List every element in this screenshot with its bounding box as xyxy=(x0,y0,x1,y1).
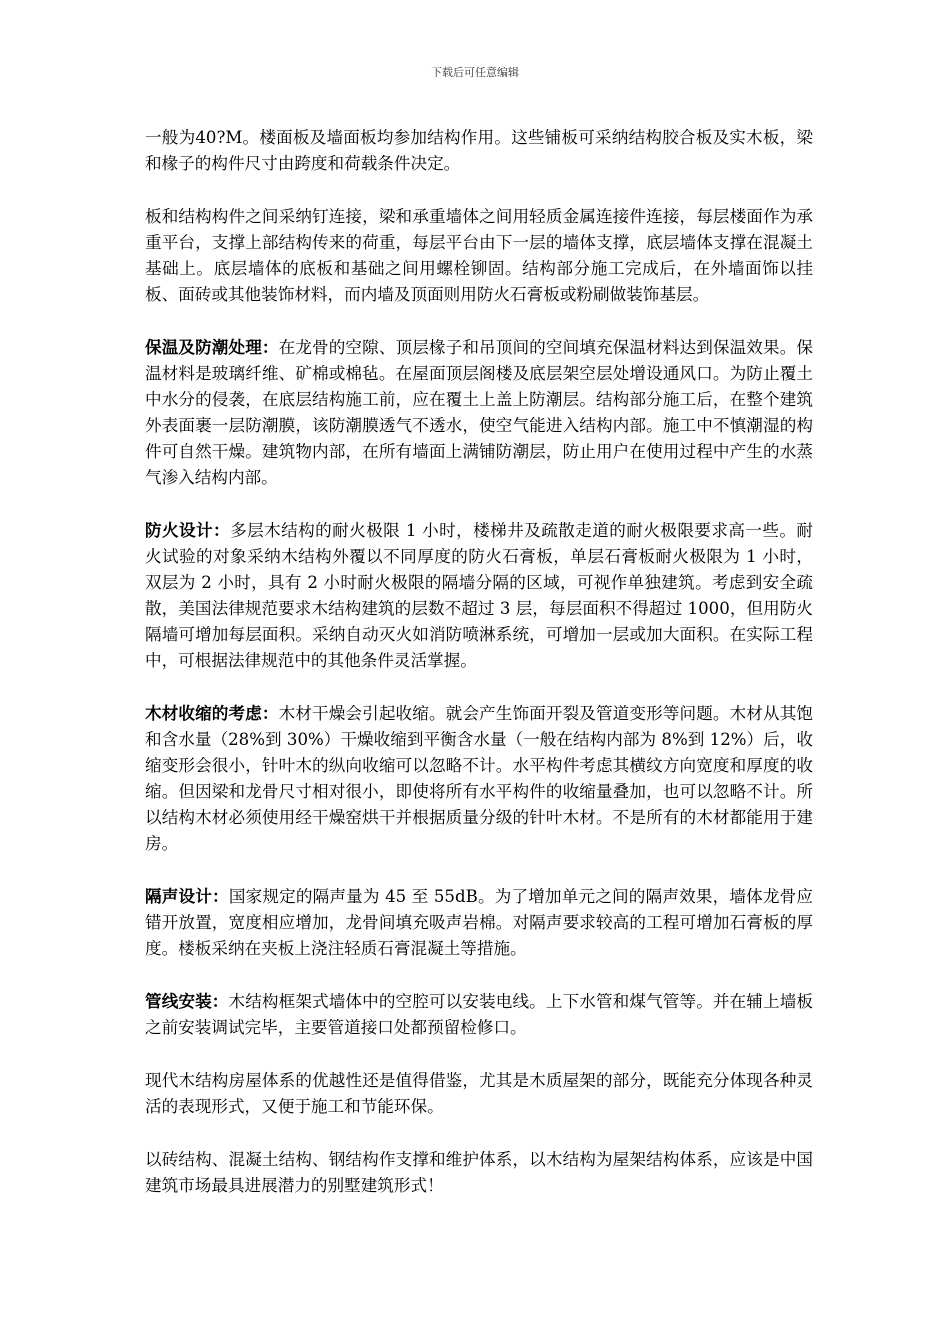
paragraph-text: 木材干燥会引起收缩。就会产生饰面开裂及管道变形等问题。木材从其饱和含水量（28%到 30%）干燥收缩到平衡含水量（一般在结构内部为 8%到 12%）后，收缩变形会很小，针叶木的纵向收缩可以忽略不计。水平构件考虑其横纹方向宽度和厚度的收缩。但因梁和龙骨尺寸相对很小，即使将所有水平构件的收缩量叠加，也可以忽略不计。所以结构木材必须使用经干燥窑烘干并根据质量分级的针叶木材。不是所有的木材都能用于建房。 xyxy=(145,704,814,853)
paragraph-conclusion xyxy=(145,1146,813,1199)
paragraph-fire-design xyxy=(145,517,813,674)
paragraph-lead: 木材收缩的考虑： xyxy=(145,703,279,723)
document-body xyxy=(145,124,813,1225)
paragraph-lead: 防火设计： xyxy=(145,520,231,540)
paragraph-connections xyxy=(145,203,813,308)
paragraph-lead: 保温及防潮处理： xyxy=(145,337,279,357)
paragraph-text: 以砖结构、混凝土结构、钢结构作支撑和维护体系，以木结构为屋架结构体系，应该是中国建筑市场最具进展潜力的别墅建筑形式！ xyxy=(145,1150,813,1195)
paragraph-text: 现代木结构房屋体系的优越性还是值得借鉴，尤其是木质屋架的部分，既能充分体现各种灵活的表现形式，又便于施工和节能环保。 xyxy=(145,1071,813,1116)
paragraph-text: 木结构框架式墙体中的空腔可以安装电线。上下水管和煤气管等。并在辅上墙板之前安装调试完毕，主要管道接口处都预留检修口。 xyxy=(145,992,813,1037)
paragraph-text: 在龙骨的空隙、顶层椽子和吊顶间的空间填充保温材料达到保温效果。保温材料是玻璃纤维、矿棉或棉毡。在屋面顶层阁楼及底层架空层处增设通风口。为防止覆土中水分的侵袭，在底层结构施工前，应在覆土上盖上防潮层。结构部分施工后，在整个建筑外表面裹一层防潮膜，该防潮膜透气不透水，使空气能进入结构内部。施工中不慎潮湿的构件可自然干燥。建筑物内部，在所有墙面上满铺防潮层，防止用户在使用过程中产生的水蒸气渗入结构内部。 xyxy=(145,338,814,487)
paragraph-lead: 管线安装： xyxy=(145,991,229,1011)
paragraph-floor-panels xyxy=(145,124,813,177)
page-header: 下载后可任意编辑 xyxy=(431,66,519,79)
paragraph-modern-timber xyxy=(145,1067,813,1120)
paragraph-pipeline-installation xyxy=(145,988,813,1041)
paragraph-text: 板和结构构件之间采纳钉连接，梁和承重墙体之间用轻质金属连接件连接，每层楼面作为承重平台，支撑上部结构传来的荷重，每层平台由下一层的墙体支撑，底层墙体支撑在混凝土基础上。底层墙体的底板和基础之间用螺栓铆固。结构部分施工完成后，在外墙面饰以挂板、面砖或其他装饰材料，而内墙及顶面则用防火石膏板或粉刷做装饰基层。 xyxy=(145,207,813,304)
paragraph-insulation-moisture xyxy=(145,334,813,491)
paragraph-lead: 隔声设计： xyxy=(145,886,229,906)
paragraph-wood-shrinkage xyxy=(145,700,813,857)
paragraph-text: 多层木结构的耐火极限 1 小时，楼梯井及疏散走道的耐火极限要求高一些。耐火试验的对象采纳木结构外覆以不同厚度的防火石膏板，单层石膏板耐火极限为 1 小时，双层为 2 小时，具有 2 小时耐火极限的隔墙分隔的区域，可视作单独建筑。考虑到安全疏散，美国法律规范要求木结构建筑的层数不超过 3 层，每层面积不得超过 1000，但用防火隔墙可增加每层面积。采纳自动灭火如消防喷淋系统，可增加一层或加大面积。在实际工程中，可根据法律规范中的其他条件灵活掌握。 xyxy=(145,521,813,670)
paragraph-sound-insulation xyxy=(145,883,813,962)
paragraph-text: 国家规定的隔声量为 45 至 55dB。为了增加单元之间的隔声效果，墙体龙骨应错开放置，宽度相应增加，龙骨间填充吸声岩棉。对隔声要求较高的工程可增加石膏板的厚度。楼板采纳在夹板上浇注轻质石膏混凝土等措施。 xyxy=(145,887,814,958)
paragraph-text: 一般为40?M。楼面板及墙面板均参加结构作用。这些铺板可采纳结构胶合板及实木板，梁和椽子的构件尺寸由跨度和荷载条件决定。 xyxy=(145,128,813,173)
